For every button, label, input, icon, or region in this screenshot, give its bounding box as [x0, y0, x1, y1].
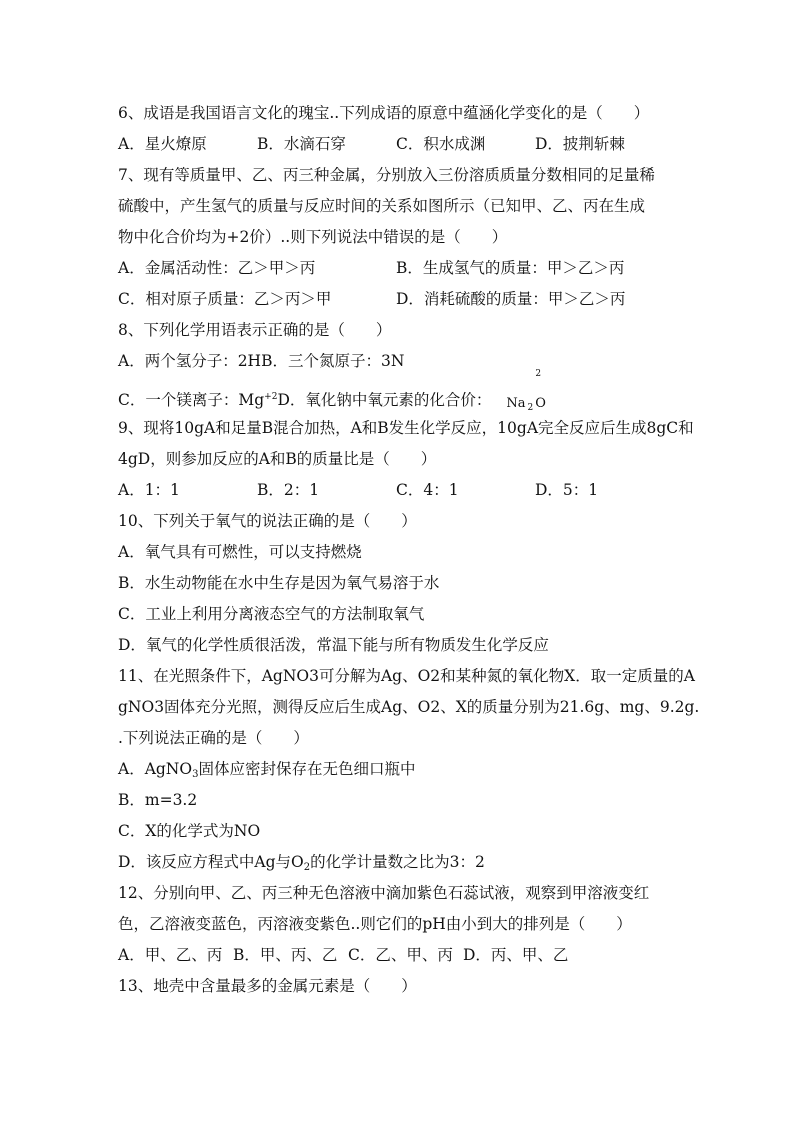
q8-valence-na: Na — [506, 396, 526, 411]
q6-option-c: C．积水成渊 — [396, 135, 486, 153]
q7-option-c: C．相对原子质量：乙＞丙＞甲 — [118, 290, 332, 308]
question-list — [118, 98, 700, 1002]
q11-option-c: C．X的化学式为NO — [118, 822, 261, 840]
q11-option-a-sub: 3 — [192, 769, 199, 780]
q8-option-c-text: C．一个镁离子：Mg — [118, 391, 265, 409]
q10-option-c: C．工业上利用分离液态空气的方法制取氧气 — [118, 605, 425, 623]
q6-option-b: B．水滴石穿 — [257, 135, 346, 153]
q7-option-a: A．金属活动性：乙＞甲＞丙 — [118, 259, 316, 277]
q10-option-d: D．氧气的化学性质很活泼，常温下能与所有物质发生化学反应 — [118, 636, 549, 654]
q6-option-d: D．披荆斩棘 — [535, 135, 625, 153]
q9-stem-line-1: 9、现将10gA和足量B混合加热，A和B发生化学反应，10gA完全反应后生成8gC和 — [118, 419, 694, 437]
q8-options-line-1: A．两个氢分子：2HB．三个氮原子：3N — [118, 352, 405, 370]
q11-option-b: B．m=3.2 — [118, 791, 198, 809]
q9-stem-line-2: 4gD，则参加反应的A和B的质量比是（ ） — [118, 450, 437, 468]
q8-valence-mark: 2 — [535, 369, 542, 379]
q9-option-d: D．5：1 — [535, 481, 599, 499]
q11-stem-line-2: gNO3固体充分光照，测得反应后生成Ag、O2、X的质量分别为21.6g、mg、9.2g. — [118, 698, 700, 716]
q13-stem: 13、地壳中含量最多的金属元素是（ ） — [118, 977, 417, 995]
q10-stem: 10、下列关于氧气的说法正确的是（ ） — [118, 512, 417, 530]
q8-valence-sub: 2 — [527, 403, 534, 413]
q7-options-row-2 — [118, 284, 690, 315]
q12-options — [118, 940, 690, 971]
q6-options — [118, 129, 690, 160]
q8-valence-formula — [506, 369, 546, 428]
q8-mg-charge: +2 — [264, 392, 278, 402]
q9-options — [118, 475, 690, 506]
q8-option-d-text: D．氧化钠中氧元素的化合价： — [277, 391, 492, 409]
q7-stem-line-3: 物中化合价均为+2价）..则下列说法中错误的是（ ） — [118, 228, 508, 246]
q11-stem-line-1: 11、在光照条件下，AgNO3可分解为Ag、O2和某种氮的氧化物X．取一定质量的A — [118, 667, 695, 685]
q9-option-b: B．2：1 — [257, 481, 320, 499]
q11-option-d-pre: D．该反应方程式中Ag与O — [118, 853, 304, 871]
q6-stem: 6、成语是我国语言文化的瑰宝..下列成语的原意中蕴涵化学变化的是（ ） — [118, 104, 650, 122]
q11-option-a-pre: A．AgNO — [118, 760, 193, 778]
q12-option-d: D．丙、甲、乙 — [463, 946, 569, 964]
q11-option-a-post: 固体应密封保存在无色细口瓶中 — [198, 760, 416, 778]
q6-option-a: A．星火燎原 — [118, 135, 207, 153]
q11-stem-line-3: .下列说法正确的是（ ） — [118, 729, 309, 747]
q12-option-b: B．甲、丙、乙 — [233, 946, 338, 964]
q8-stem: 8、下列化学用语表示正确的是（ ） — [118, 321, 392, 339]
q11-option-a — [118, 754, 690, 785]
q9-option-a: A．1：1 — [118, 481, 180, 499]
q7-options-row-1 — [118, 253, 690, 284]
q10-option-a: A．氧气具有可燃性，可以支持燃烧 — [118, 543, 362, 561]
q7-stem-line-1: 7、现有等质量甲、乙、丙三种金属，分别放入三份溶质质量分数相同的足量稀 — [118, 166, 655, 184]
q7-stem-line-2: 硫酸中，产生氢气的质量与反应时间的关系如图所示（已知甲、乙、丙在生成 — [118, 197, 646, 215]
q12-option-c: C．乙、甲、丙 — [348, 946, 453, 964]
q11-option-d-post: 的化学计量数之比为3：2 — [310, 853, 485, 871]
q8-valence-o: O — [535, 396, 546, 411]
q10-option-b: B．水生动物能在水中生存是因为氧气易溶于水 — [118, 574, 440, 592]
q11-option-d — [118, 847, 690, 878]
q12-option-a: A．甲、乙、丙 — [118, 946, 223, 964]
q9-option-c: C．4：1 — [396, 481, 459, 499]
q12-stem-line-1: 12、分别向甲、乙、丙三种无色溶液中滴加紫色石蕊试液，观察到甲溶液变红 — [118, 884, 650, 902]
q12-stem-line-2: 色，乙溶液变蓝色，丙溶液变紫色..则它们的pH由小到大的排列是（ ） — [118, 915, 632, 933]
q11-option-d-sub: 2 — [303, 862, 311, 873]
q8-options-line-2 — [118, 369, 690, 413]
q7-option-b: B．生成氢气的质量：甲＞乙＞丙 — [396, 259, 625, 277]
q7-option-d: D．消耗硫酸的质量：甲＞乙＞丙 — [396, 290, 626, 308]
